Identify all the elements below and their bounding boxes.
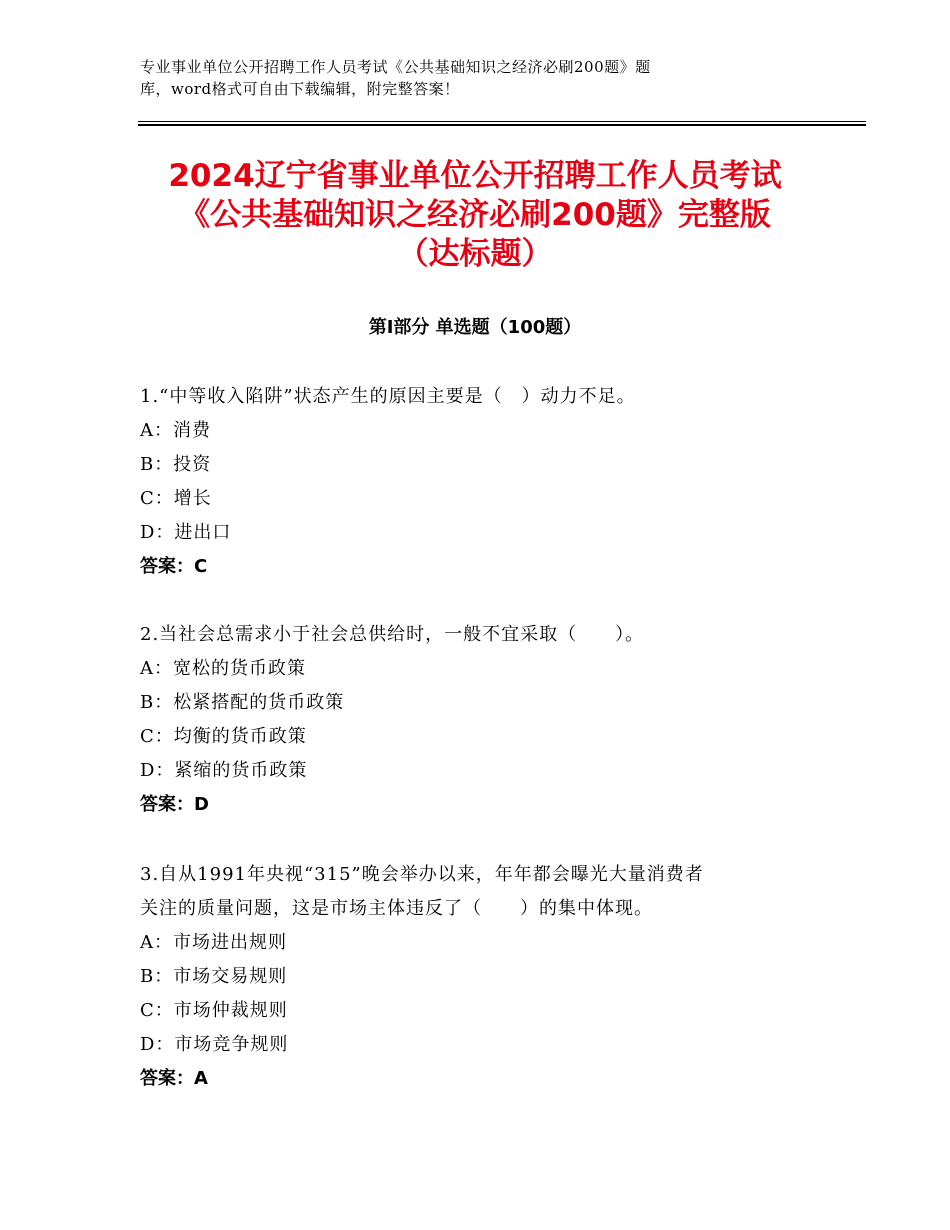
- header-note-line-2: 库，word格式可自由下载编辑，附完整答案！: [140, 80, 460, 98]
- question-stem-line-2: 关注的质量问题，这是市场主体违反了（ ）的集中体现。: [140, 898, 653, 919]
- question-3: [140, 858, 820, 1096]
- option-a: A：市场进出规则: [140, 932, 287, 953]
- option-b: B：投资: [140, 454, 212, 475]
- option-d: D：紧缩的货币政策: [140, 760, 308, 781]
- option-a: A：宽松的货币政策: [140, 658, 306, 679]
- document-title: [120, 157, 830, 274]
- title-line-2: 《公共基础知识之经济必刷200题》完整版: [179, 197, 771, 233]
- header-note-line-1: 专业事业单位公开招聘工作人员考试《公共基础知识之经济必刷200题》题: [140, 58, 651, 76]
- section-heading: 第Ⅰ部分 单选题（100题）: [368, 317, 582, 338]
- option-d: D：市场竞争规则: [140, 1034, 289, 1055]
- option-c: C：增长: [140, 488, 212, 509]
- header-rule-thick: [138, 124, 866, 126]
- question-stem-line-1: 3.自从1991年央视“315”晚会举办以来，年年都会曝光大量消费者: [140, 864, 704, 885]
- option-d: D：进出口: [140, 522, 232, 543]
- option-b: B：市场交易规则: [140, 966, 288, 987]
- answer-line: 答案：A: [140, 1068, 208, 1089]
- header-note: [140, 56, 780, 100]
- option-a: A：消费: [140, 420, 211, 441]
- question-stem: 1.“中等收入陷阱”状态产生的原因主要是（ ）动力不足。: [140, 386, 636, 407]
- answer-line: 答案：C: [140, 556, 208, 577]
- option-c: C：市场仲裁规则: [140, 1000, 288, 1021]
- title-line-3: （达标题）: [397, 236, 553, 272]
- question-1: [140, 380, 820, 584]
- header-rule-thin: [138, 121, 866, 122]
- question-2: [140, 618, 820, 822]
- option-c: C：均衡的货币政策: [140, 726, 307, 747]
- question-stem: 2.当社会总需求小于社会总供给时，一般不宜采取（ ）。: [140, 624, 645, 645]
- title-line-1: 2024辽宁省事业单位公开招聘工作人员考试: [168, 158, 782, 194]
- answer-line: 答案：D: [140, 794, 209, 815]
- option-b: B：松紧搭配的货币政策: [140, 692, 345, 713]
